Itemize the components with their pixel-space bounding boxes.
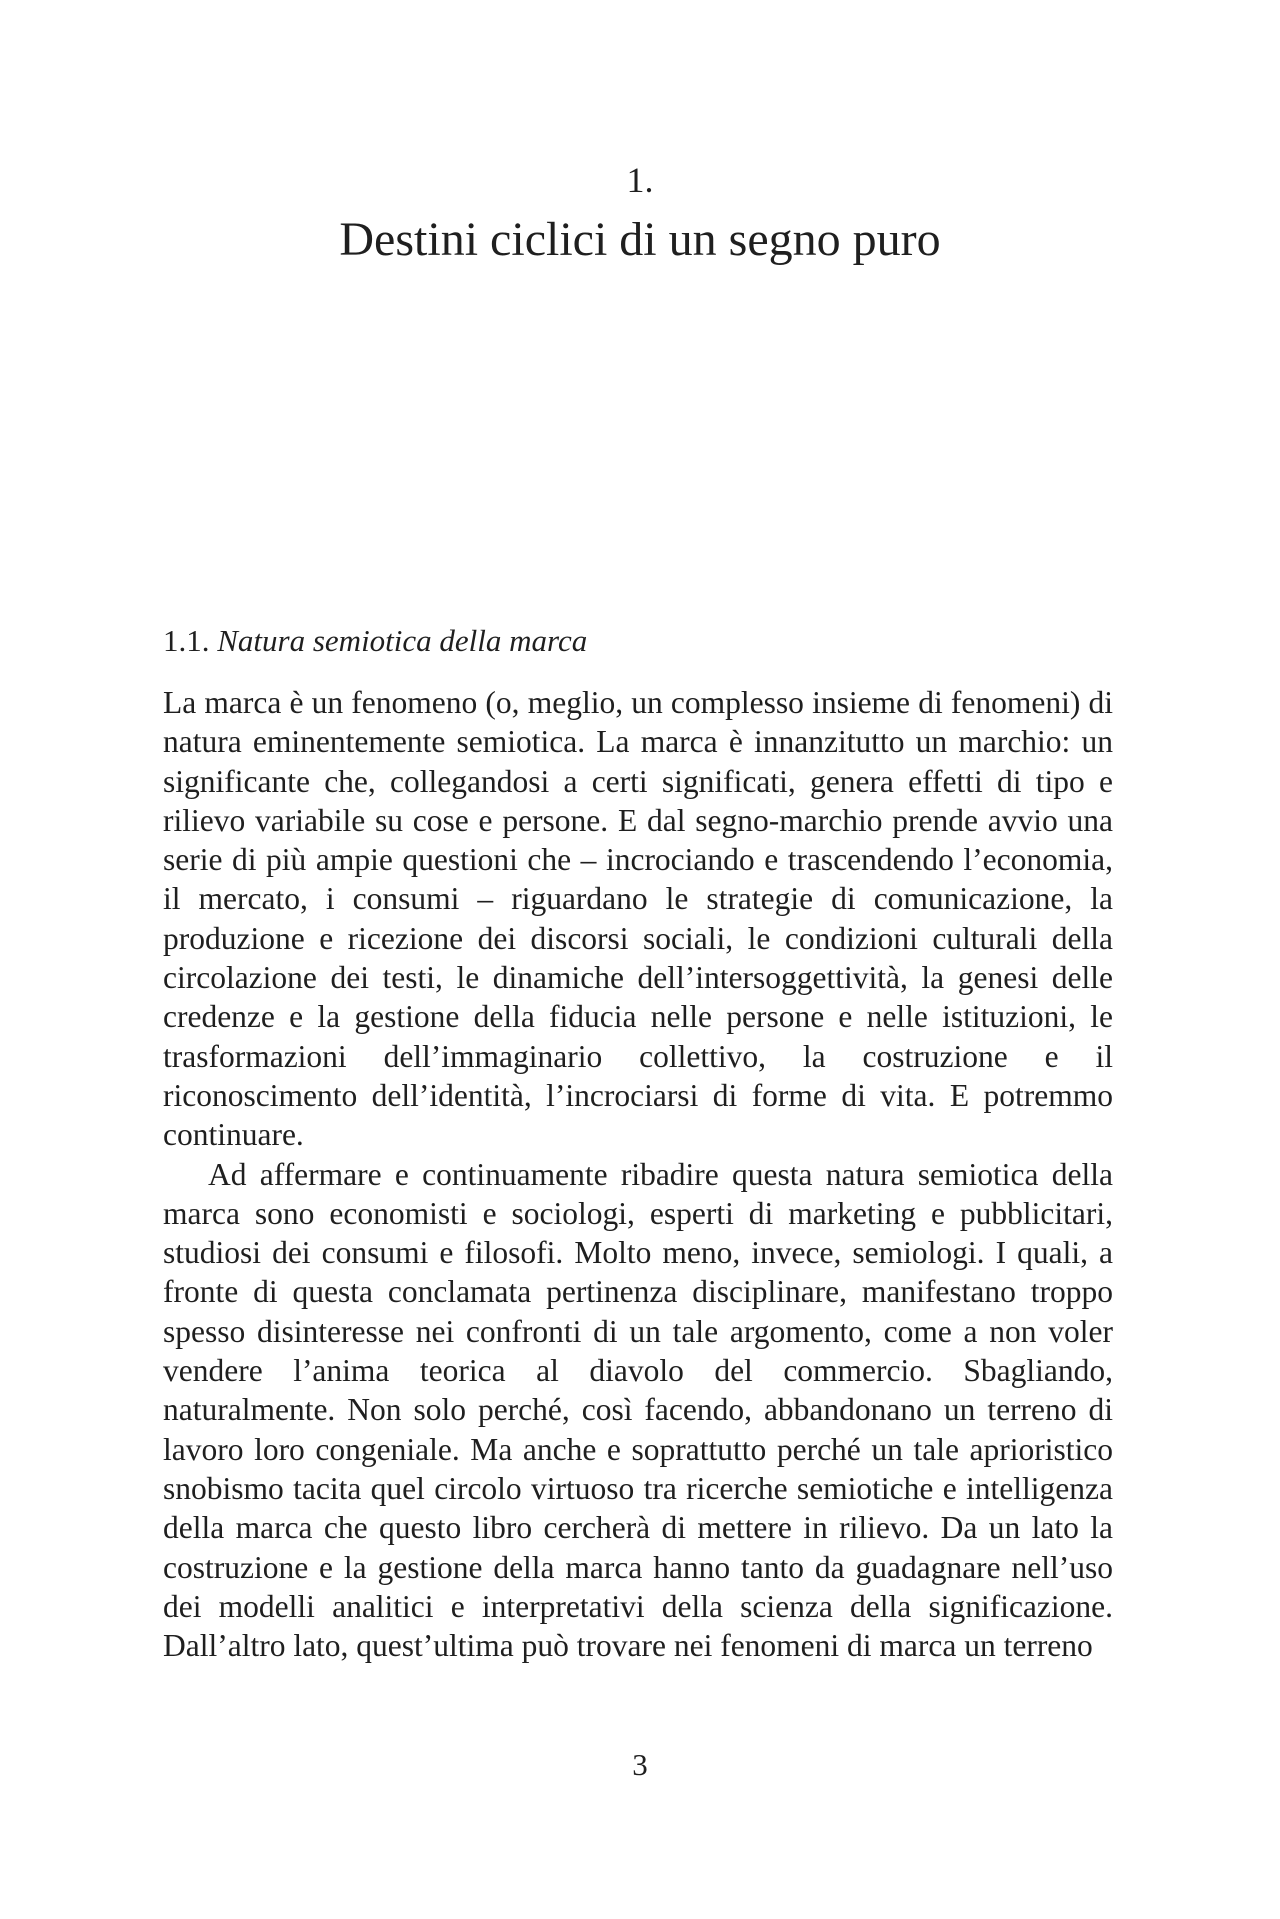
section-heading (163, 622, 587, 660)
page-number: 3 (632, 1747, 648, 1782)
body-text (163, 683, 1113, 1665)
chapter-title: Destini ciclici di un segno puro (339, 213, 941, 266)
paragraph: Ad affermare e continuamente ribadire questa natura semiotica della marca sono economisti e sociologi, esperti di marketing e pubblicitari, studiosi dei consumi e filosofi. Molto meno, invece, semiologi. I quali, a fronte di questa conclamata pertinenza disciplinare, manifestano troppo spesso disinteresse nei confronti di un tale argomento, come a non voler vendere l’anima teorica al diavolo del commercio. Sbagliando, naturalmente. Non solo perché, così facendo, abbandonano un terreno di lavoro loro congeniale. Ma anche e soprattutto perché un tale aprioristico snobismo tacita quel circolo virtuoso tra ricerche semiotiche e intelligenza della marca che questo libro cercherà di mettere in rilievo. Da un lato la costruzione e la gestione della marca hanno tanto da guadagnare nell’uso dei modelli analitici e interpretativi della scienza della significazione. Dall’altro lato, quest’ultima può trovare nei fenomeni di marca un terreno (163, 1156, 1113, 1664)
section-number: 1.1. (163, 623, 210, 658)
paragraph: La marca è un fenomeno (o, meglio, un complesso insieme di fenomeni) di natura eminentemente semiotica. La marca è innanzitutto un marchio: un significante che, collegandosi a certi significati, genera effetti di tipo e rilievo variabile su cose e persone. E dal segno-marchio prende avvio una serie di più ampie questioni che – incrociando e trascendendo l’economia, il mercato, i consumi – riguardano le strategie di comunicazione, la produzione e ricezione dei discorsi sociali, le condizioni culturali della circolazione dei testi, le dinamiche dell’intersoggettività, la genesi delle credenze e la gestione della fiducia nelle persone e nelle istituzioni, le trasformazioni dell’immaginario collettivo, la costruzione e il riconoscimento dell’identità, l’incrociarsi di forme di vita. E potremmo continuare. (163, 685, 1113, 1153)
chapter-number: 1. (626, 160, 654, 200)
section-title: Natura semiotica della marca (217, 623, 588, 658)
